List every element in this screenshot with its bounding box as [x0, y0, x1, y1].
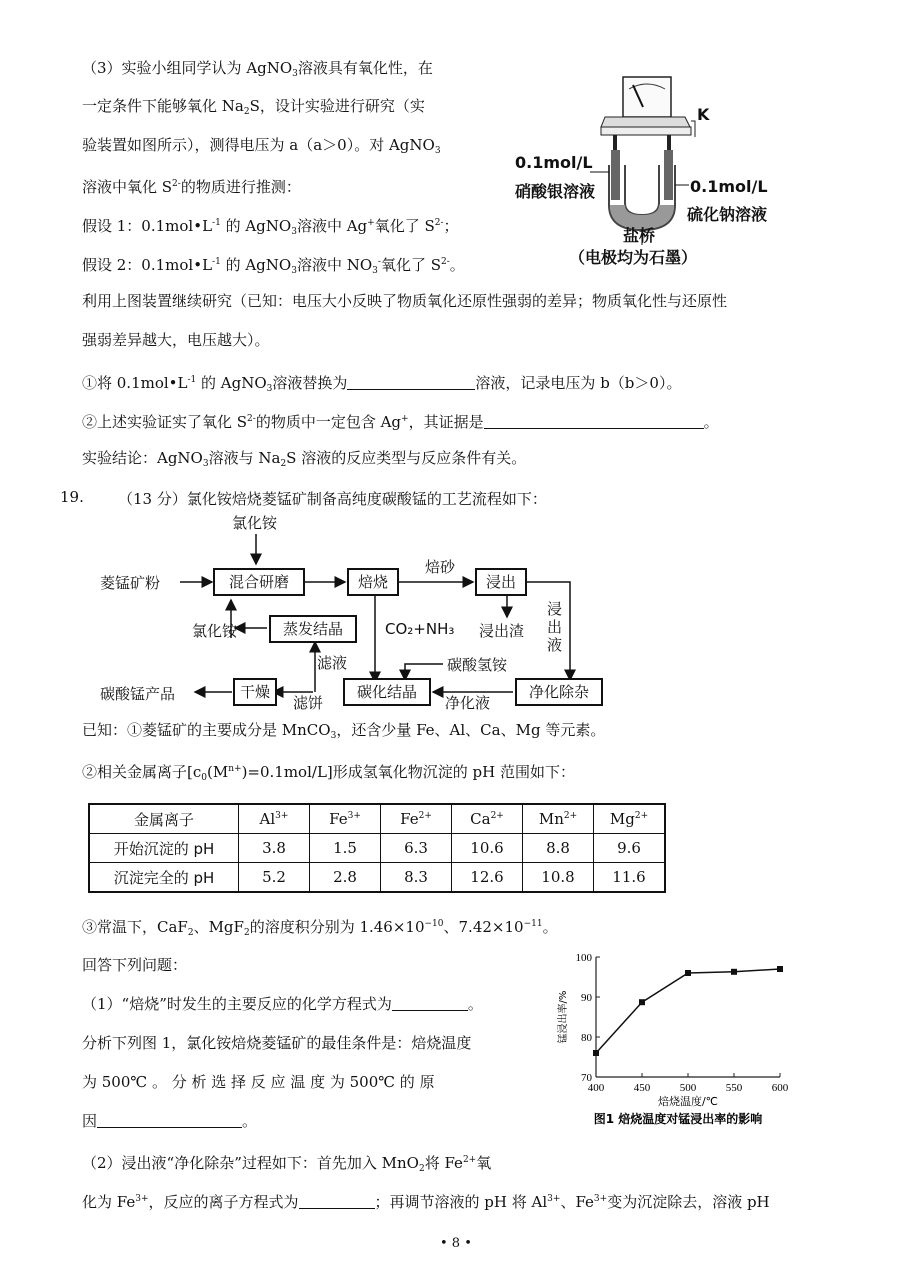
label-co2-nh3: CO₂+NH₃ [385, 620, 455, 638]
label-filtrate: 滤液 [317, 654, 348, 672]
y-tick-label: 70 [581, 1072, 592, 1084]
input-ore-powder: 菱锰矿粉 [100, 574, 161, 592]
data-point [593, 1050, 599, 1056]
page-number: • 8 • [440, 1236, 472, 1251]
x-tick-label: 450 [633, 1082, 651, 1094]
x-tick-label: 600 [771, 1082, 789, 1094]
answer-blank-2[interactable] [484, 414, 704, 429]
part1-line4: 因 。 [82, 1112, 258, 1130]
step-leach: 浸出 [475, 568, 527, 596]
question-19-intro: （13 分）氯化铵焙烧菱锰矿制备高纯度碳酸锰的工艺流程如下： [118, 490, 547, 508]
table-cell: 3.8 [239, 834, 310, 863]
s3-line1: （3）实验小组同学认为 AgNO$_3$溶液具有氧化性，在 [82, 59, 433, 79]
y-tick-label: 80 [581, 1032, 592, 1044]
table-row [89, 834, 665, 863]
input-nh4hco3: 碳酸氢铵 [447, 656, 508, 674]
electrochemical-apparatus [505, 55, 815, 270]
label-filter-cake: 滤饼 [293, 694, 324, 712]
question-1: ①将 $0.1mol•L^{-1}$ 的 AgNO$_3$溶液替换为 溶液，记录电压为 b（b＞0）。 [82, 374, 682, 394]
step-mix-grind: 混合研磨 [213, 568, 305, 596]
data-point [639, 999, 645, 1005]
chart-title: 图1 焙烧温度对锰浸出率的影响 [593, 1112, 763, 1126]
question-2: ②上述实验证实了氧化 $S^{2-}$的物质中一定包含 Ag+，其证据是 。 [82, 413, 719, 431]
table-cell: 1.5 [310, 834, 381, 863]
data-point [777, 966, 783, 972]
header-cell: $Fe^{3+}$ [310, 804, 381, 834]
data-point [731, 969, 737, 975]
x-tick-label: 500 [679, 1082, 697, 1094]
question-19-number: 19. [60, 488, 84, 506]
answer-prompt: 回答下列问题： [82, 956, 188, 974]
right-concentration: 0.1mol/L [690, 177, 768, 196]
step-purify: 净化除杂 [515, 678, 603, 706]
chart-svg [550, 945, 820, 1135]
part1-line3: 为 500℃ 。 分 析 选 择 反 应 温 度 为 500℃ 的 原 [82, 1073, 435, 1091]
data-point [685, 970, 691, 976]
figure-1-chart [550, 945, 820, 1135]
header-cell: $Mg^{2+}$ [594, 804, 666, 834]
switch-k-label: K [697, 105, 710, 124]
research-line2: 强弱差异越大，电压越大）。 [82, 331, 270, 349]
part2-line2: 化为 $Fe^{3+}$，反应的离子方程式为 ；再调节溶液的 pH 将 $Al^{3+}$、$Fe^{3+}$变为沉淀除去，溶液 pH [82, 1193, 770, 1211]
part1-line2: 分析下列图 1，氯化铵焙烧菱锰矿的最佳条件是：焙烧温度 [82, 1034, 472, 1052]
salt-bridge-label: 盐桥 [623, 226, 656, 245]
y-tick-label: 100 [575, 952, 592, 964]
electrode-note: （电极均为石墨） [569, 248, 698, 267]
table-cell: 5.2 [239, 863, 310, 893]
part1-line1: （1）“焙烧”时发生的主要反应的化学方程式为 。 [82, 995, 483, 1013]
step-dry: 干燥 [233, 678, 277, 706]
conclusion: 实验结论：AgNO$_3$溶液与 $Na_2S$ 溶液的反应类型与反应条件有关。 [82, 449, 527, 469]
answer-blank-1[interactable] [347, 375, 475, 390]
step-evap-cryst: 蒸发结晶 [269, 615, 357, 643]
label-purified-liquid: 净化液 [445, 694, 491, 712]
s3-line3: 验装置如图所示），测得电压为 a（a＞0）。对 AgNO$_3$ [82, 136, 441, 156]
header-cell: $Ca^{2+}$ [452, 804, 523, 834]
known-3: ③常温下，CaF$_2$、MgF$_2$的溶度积分别为 $1.46\times 10^{-10}$、$7.42\times 10^{-11}$。 [82, 918, 558, 938]
ph-table [88, 803, 666, 893]
hypothesis-2: 假设 2：$0.1mol•L^{-1}$ 的 AgNO$_3$溶液中 $NO_3^-$氧化了 $S^{2-}$。 [82, 256, 465, 276]
known-2: ②相关金属离子$[c_0(M^{n+})=0.1mol/L]$形成氢氧化物沉淀的 pH 范围如下： [82, 763, 575, 783]
output-leach-residue: 浸出渣 [479, 622, 525, 640]
input-nh4cl: 氯化铵 [232, 514, 278, 532]
header-cell: $Mn^{2+}$ [523, 804, 594, 834]
header-cell: 金属离子 [89, 804, 239, 834]
left-solution-label: 硝酸银溶液 [515, 182, 596, 201]
answer-blank-reason[interactable] [97, 1113, 242, 1128]
electrode-right [664, 150, 673, 200]
research-line1: 利用上图装置继续研究（已知：电压大小反映了物质氧化还原性强弱的差异；物质氧化性与还原性 [82, 292, 728, 310]
answer-blank-equation[interactable] [392, 996, 468, 1011]
table-cell: 11.6 [594, 863, 666, 893]
table-row [89, 863, 665, 893]
header-cell: $Al^{3+}$ [239, 804, 310, 834]
header-cell: $Fe^{2+}$ [381, 804, 452, 834]
y-tick-label: 90 [581, 992, 592, 1004]
output-nh4cl-recycle: 氯化铵 [192, 622, 238, 640]
right-solution-label: 硫化钠溶液 [687, 205, 768, 224]
label-leachate: 浸出液 [547, 600, 563, 654]
s3-line4: 溶液中氧化 $S^{2-}$的物质进行推测： [82, 178, 301, 196]
label-calcine: 焙砂 [425, 558, 456, 576]
voltmeter-icon [623, 77, 671, 117]
table-cell: 9.6 [594, 834, 666, 863]
hypothesis-1: 假设 1：$0.1mol•L^{-1}$ 的 AgNO$_3$溶液中 Ag+氧化了 $S^{2-}$； [82, 217, 459, 237]
step-carbonize: 碳化结晶 [343, 678, 431, 706]
table-cell: 8.8 [523, 834, 594, 863]
table-cell: 8.3 [381, 863, 452, 893]
table-cell: 2.8 [310, 863, 381, 893]
table-cell: 10.6 [452, 834, 523, 863]
x-tick-label: 400 [587, 1082, 605, 1094]
answer-blank-ionic-equation[interactable] [299, 1194, 375, 1209]
series-line [596, 969, 780, 1053]
output-product: 碳酸锰产品 [100, 685, 176, 703]
electrode-left [611, 150, 620, 200]
s3-line2: 一定条件下能够氧化 $Na_2S$，设计实验进行研究（实 [82, 97, 425, 117]
known-1: 已知：①菱锰矿的主要成分是 MnCO$_3$，还含少量 Fe、Al、Ca、Mg 等元素。 [82, 721, 606, 741]
table-cell: 10.8 [523, 863, 594, 893]
x-axis-label: 焙烧温度/℃ [657, 1095, 719, 1108]
process-flowchart [95, 512, 615, 712]
table-header-row [89, 804, 665, 834]
table-cell: 12.6 [452, 863, 523, 893]
y-axis-label: 锰浸出率/% [558, 990, 569, 1044]
table-cell: 6.3 [381, 834, 452, 863]
step-roast: 焙烧 [347, 568, 399, 596]
row-label: 开始沉淀的 pH [89, 834, 239, 863]
left-concentration: 0.1mol/L [515, 153, 593, 172]
part2-line1: （2）浸出液“净化除杂”过程如下：首先加入 MnO$_2$将 $Fe^{2+}$氧 [82, 1154, 492, 1174]
x-tick-label: 550 [725, 1082, 743, 1094]
row-label: 沉淀完全的 pH [89, 863, 239, 893]
